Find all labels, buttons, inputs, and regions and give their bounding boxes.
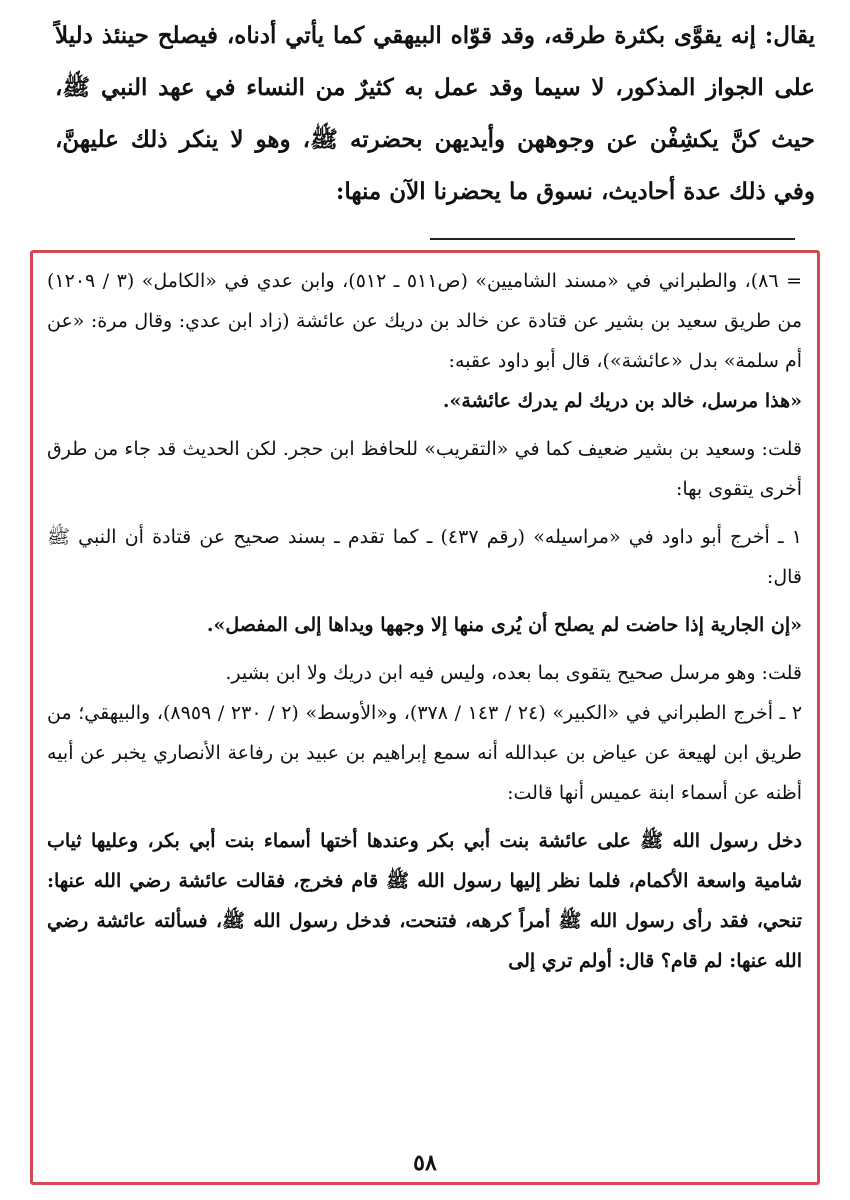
footnote-highlight-frame [30, 250, 820, 1185]
footnote-separator [430, 238, 795, 240]
footnotes [47, 261, 802, 981]
footnote-quote: «إن الجارية إذا حاضت لم يصلح أن يُرى منها إلا وجهها ويداها إلى المفصل». [206, 614, 802, 636]
footnote-paragraph: قلت: وهو مرسل صحيح يتقوى بما بعده، وليس فيه ابن دريك ولا ابن بشير. [225, 662, 802, 684]
footnote-paragraph: ١ ـ أخرج أبو داود في «مراسيله» (رقم ٤٣٧) ـ كما تقدم ـ بسند صحيح عن قتادة أن النبي ﷺ قال: [47, 526, 803, 588]
footnote-paragraph: ٢ ـ أخرج الطبراني في «الكبير» (٢٤ / ١٤٣ / ٣٧٨)، و«الأوسط» (٢ / ٢٣٠ / ٨٩٥٩)، والبيهقي؛ من طريق ابن لهيعة عن عياض بن عبدالله أنه سمع إبراهيم بن عبيد بن رفاعة الأنصاري يخبر عن أبيه أظنه عن أسماء ابنة عميس أنها قالت: [47, 702, 803, 804]
main-text [55, 10, 815, 218]
main-paragraph: يقال: إنه يقوَّى بكثرة طرقه، وقد قوّاه البيهقي كما يأتي أدناه، فيصلح حينئذ دليلاً على الجواز المذكور، لا سيما وقد عمل به كثيرٌ من النساء في عهد النبي ﷺ، حيث كنَّ يكشِفْن عن وجوههن وأيديهن بحضرته ﷺ، وهو لا ينكر ذلك عليهنَّ، وفي ذلك عدة أحاديث، نسوق ما يحضرنا الآن منها: [55, 22, 815, 205]
footnote-quote: دخل رسول الله ﷺ على عائشة بنت أبي بكر وعندها أختها أسماء بنت أبي بكر، وعليها ثياب شامية واسعة الأكمام، فلما نظر إليها رسول الله ﷺ قام فخرج، فقالت عائشة رضي الله عنها: تنحي، فقد رأى رسول الله ﷺ أمراً كرهه، فتنحت، فدخل رسول الله ﷺ، فسألته عائشة رضي الله عنها: لم قام؟ قال: أولم تري إلى [47, 830, 802, 972]
footnote-quote: «هذا مرسل، خالد بن دريك لم يدرك عائشة». [442, 390, 802, 412]
page-number: ٥٨ [413, 1150, 437, 1176]
footnote-paragraph: قلت: وسعيد بن بشير ضعيف كما في «التقريب» للحافظ ابن حجر. لكن الحديث قد جاء من طرق أخرى يتقوى بها: [47, 438, 802, 500]
footnote-paragraph: = ٨٦)، والطبراني في «مسند الشاميين» (ص٥١١ ـ ٥١٢)، وابن عدي في «الكامل» (٣ / ١٢٠٩) من طريق سعيد بن بشير عن قتادة عن خالد بن دريك عن عائشة (زاد ابن عدي: وقال مرة: «عن أم سلمة» بدل «عائشة»)، قال أبو داود عقبه: [47, 270, 802, 372]
